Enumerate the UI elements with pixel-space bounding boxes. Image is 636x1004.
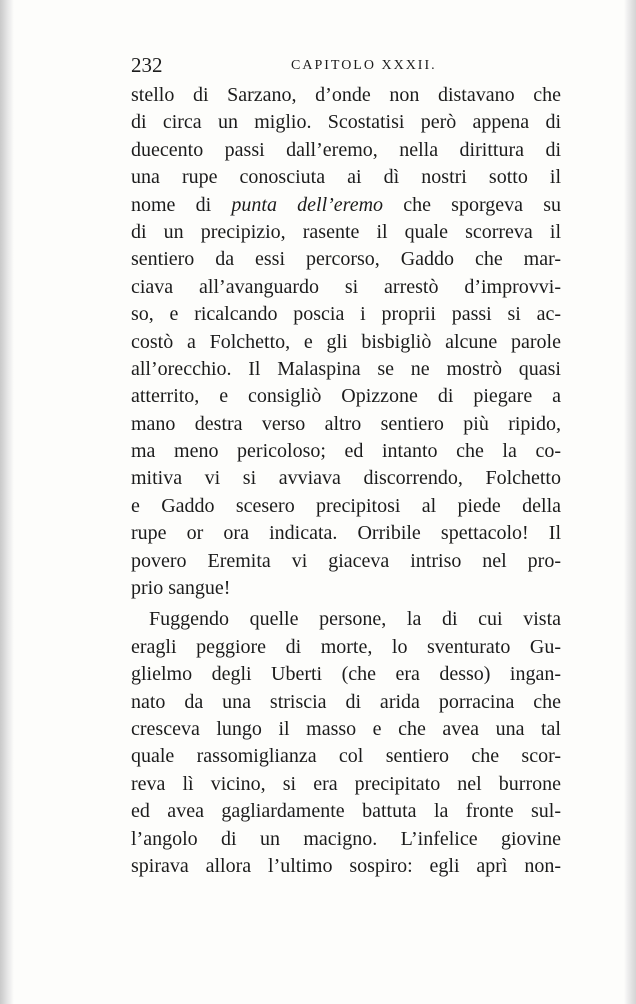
text-line: spirava allora l’ultimo sospiro: egli aprì non- [131,854,561,877]
text-line: mitiva vi si avviava discorrendo, Folchetto [131,467,561,490]
text-line: e Gaddo scesero precipitosi al piede della [131,494,561,517]
text-line: rupe or ora indicata. Orribile spettacolo! Il [131,522,561,545]
text-line: di un precipizio, rasente il quale scorreva il [131,220,561,243]
text-line: ma meno pericoloso; ed intanto che la co- [131,440,561,463]
text-line: povero Eremita vi giaceva intriso nel pro- [131,549,561,572]
text-line: duecento passi dall’eremo, nella dirittura di [131,138,561,161]
text-line: all’orecchio. Il Malaspina se ne mostrò quasi [131,357,561,380]
text-line: cresceva lungo il masso e che avea una tal [131,717,561,740]
page-edge-shadow [624,0,636,1004]
text-line: costò a Folchetto, e gli bisbigliò alcune parole [131,330,561,353]
text-line: glielmo degli Uberti (che era desso) ingan- [131,663,561,686]
text-line: prio sangue! [131,577,231,600]
italic-phrase: punta dell’eremo [231,193,384,216]
text-line: atterrito, e consigliò Opizzone di piegare a [131,385,561,408]
text-line: stello di Sarzano, d’onde non distavano che [131,84,561,106]
text-line: so, e ricalcando poscia i proprii passi si ac- [131,303,561,326]
text-line: di circa un miglio. Scostatisi però appena di [131,111,561,134]
text-line: nato da una striscia di arida porracina che [131,690,561,713]
text-line: l’angolo di un macigno. L’infelice giovine [131,827,561,850]
text-line: mano destra verso altro sentiero più ripido, [131,412,561,435]
chapter-title: CAPITOLO XXXII. [291,58,437,73]
text-line: sentiero da essi percorso, Gaddo che mar- [131,248,561,271]
text-line: quale rassomiglianza col sentiero che scor- [131,745,561,768]
text-line: una rupe conosciuta ai dì nostri sotto il [131,166,561,189]
body-text [131,82,561,880]
page-number: 232 [131,53,163,77]
page-binding-shadow [0,0,14,1004]
text-line-italic: nome di punta dell’eremo che sporgeva su [131,193,561,216]
text-line: ciava all’avanguardo si arrestò d’improvvi- [131,275,561,298]
text-line: ed avea gagliardamente battuta la fronte sul- [131,800,561,823]
text-line: eragli peggiore di morte, lo sventurato Gu- [131,635,561,658]
text-line: reva lì vicino, si era precipitato nel burrone [131,772,561,795]
text-line: Fuggendo quelle persone, la di cui vista [149,608,561,631]
running-header [131,52,561,78]
